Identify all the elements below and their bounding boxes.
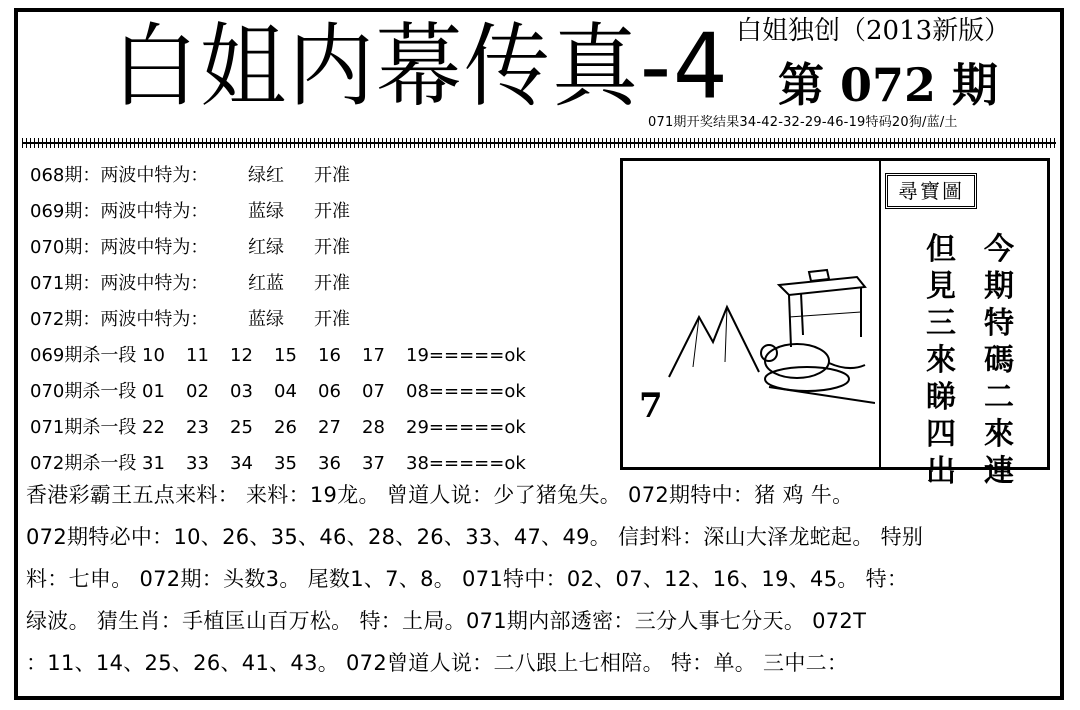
verse-column-2: 但見三來睇四出: [926, 232, 956, 489]
paragraph-line: ：11、14、25、26、41、43。 072曾道人说：二八跟上七相陪。 特：单。 三中二：: [26, 651, 849, 675]
header-divider: [22, 138, 1056, 148]
edition-label: 白姐独创（2013新版）: [736, 16, 1011, 46]
wave-row: 068期：两波中特为： 绿红 开准: [30, 165, 350, 186]
paragraph-line: 绿波。 猜生肖：手植匡山百万松。 特：土局。071期内部透密：三分人事七分天。 072T: [26, 609, 867, 633]
kill-row: 070期杀一段 01 02 03 04 06 07 08=====ok: [30, 381, 526, 402]
verse-column-1: 今期特碼二來連: [984, 232, 1014, 489]
paragraph-line: 香港彩霸王五点来料： 来料：19龙。 曾道人说：少了猪兔失。 072期特中：猪 鸡 牛。: [26, 483, 854, 507]
kill-row: 069期杀一段 10 11 12 15 16 17 19=====ok: [30, 345, 526, 366]
panel-divider: [879, 161, 881, 467]
issue-number: 第 072 期: [778, 58, 999, 112]
main-title: 白姐内幕传真-4: [112, 14, 730, 120]
prediction-list: [30, 158, 620, 482]
picture-digit: 7: [639, 386, 663, 426]
treasure-badge: 尋寶圖: [885, 173, 977, 209]
info-paragraph: [26, 474, 1054, 684]
wave-row: 072期：两波中特为： 蓝绿 开准: [30, 309, 350, 330]
wave-row: 071期：两波中特为： 红蓝 开准: [30, 273, 350, 294]
previous-result: 071期开奖结果34-42-32-29-46-19特码20狗/蓝/土: [648, 115, 958, 130]
kill-row: 072期杀一段 31 33 34 35 36 37 38=====ok: [30, 453, 526, 474]
kill-row: 071期杀一段 22 23 25 26 27 28 29=====ok: [30, 417, 526, 438]
wave-row: 069期：两波中特为： 蓝绿 开准: [30, 201, 350, 222]
paragraph-line: 072期特必中：10、26、35、46、28、26、33、47、49。 信封料：深山大泽龙蛇起。 特别: [26, 525, 924, 549]
treasure-map-panel: [620, 158, 1050, 489]
paragraph-line: 料：七申。 072期：头数3。 尾数1、7、8。 071特中：02、07、12、16、19、45。 特：: [26, 567, 909, 591]
wave-row: 070期：两波中特为： 红绿 开准: [30, 237, 350, 258]
treasure-illustration: [629, 167, 875, 463]
